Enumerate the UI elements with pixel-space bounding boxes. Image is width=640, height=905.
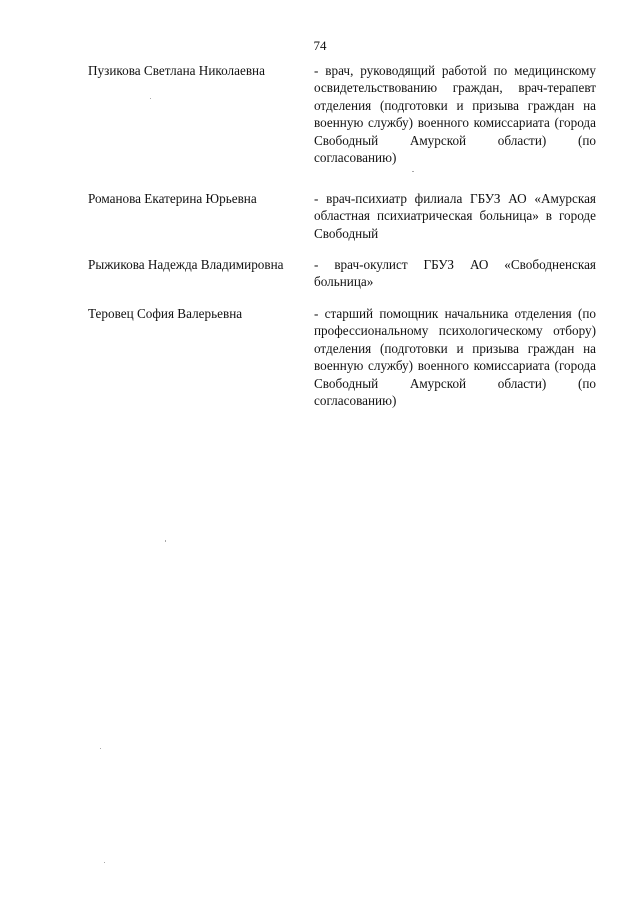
member-role: - старший помощник начальника отделения (по профессиональному психологическому отбору) отделения (подготовки и призыва граждан на военную службу) военного комиссариата (города Свободный Амурской области) (по согласованию) bbox=[314, 306, 596, 409]
scan-speck bbox=[104, 862, 105, 863]
member-role: - врач, руководящий работой по медицинскому освидетельствованию граждан, врач-терапевт отделения (подготовки и призыва граждан на военную службу) военного комиссариата (города Свободный Амурской области) (по согласованию) bbox=[314, 63, 596, 166]
member-name: Рыжикова Надежда Владимировна bbox=[88, 257, 284, 272]
member-role: - врач-психиатр филиала ГБУЗ АО «Амурская областная психиатрическая больница» в городе Свободный bbox=[314, 191, 596, 241]
scan-speck bbox=[150, 98, 151, 99]
member-name: Теровец София Валерьевна bbox=[88, 306, 243, 321]
member-role: - врач-окулист ГБУЗ АО «Свободненская больница» bbox=[314, 257, 596, 290]
page-number: 74 bbox=[313, 38, 327, 53]
member-name: Пузикова Светлана Николаевна bbox=[88, 63, 265, 78]
scan-speck bbox=[412, 171, 414, 172]
scan-speck bbox=[100, 748, 101, 749]
member-name: Романова Екатерина Юрьевна bbox=[88, 191, 257, 206]
scan-speck bbox=[165, 540, 166, 542]
